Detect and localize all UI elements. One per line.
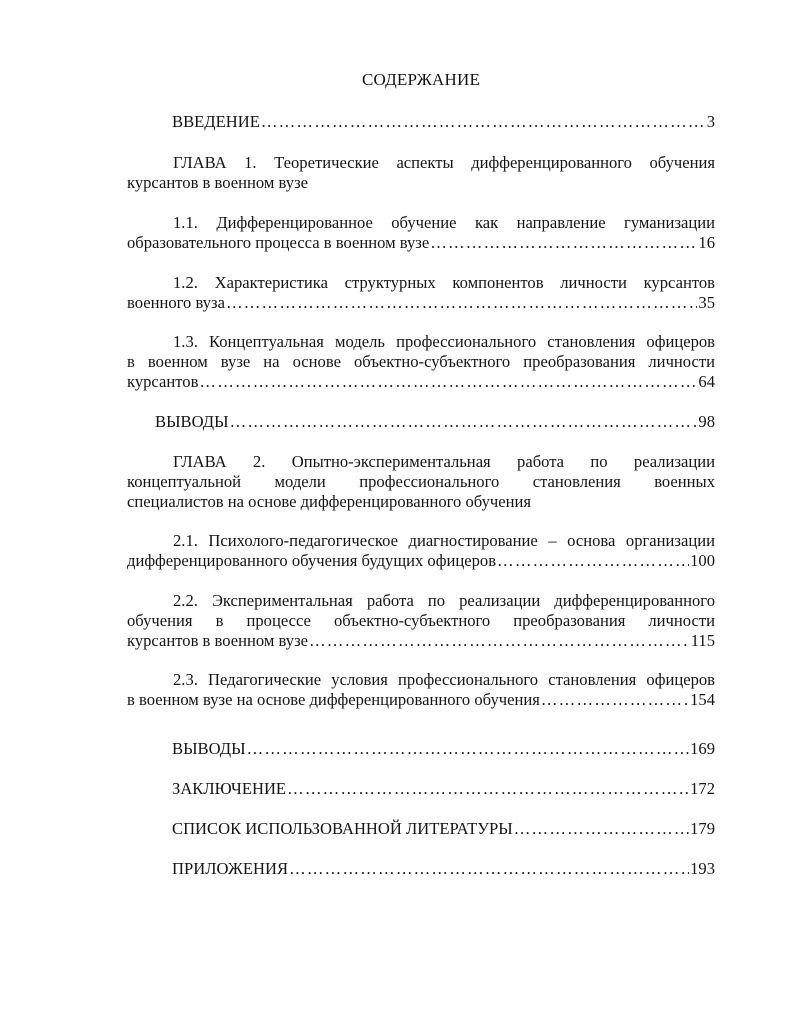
dot-leader <box>261 112 706 132</box>
dot-leader <box>199 372 697 392</box>
toc-entry-2-1 <box>127 531 715 571</box>
dot-leader <box>230 412 698 432</box>
page-number: 35 <box>698 293 715 312</box>
entry-label: ПРИЛОЖЕНИЯ <box>172 859 289 878</box>
dot-leader <box>287 779 689 799</box>
toc-entry-2-3 <box>127 670 715 710</box>
toc-title: СОДЕРЖАНИЕ <box>361 70 481 89</box>
toc-entry-chapter-2 <box>127 452 715 512</box>
entry-line: 1.2. Характеристика структурных компонентов личности курсантов <box>173 273 715 292</box>
toc-entry-appendices <box>172 859 715 879</box>
entry-line: 2.2. Экспериментальная работа по реализации дифференцированного <box>173 591 715 610</box>
toc-entry-1-3 <box>127 332 715 392</box>
entry-label: в военном вузе на основе дифференцированного обучения <box>127 690 540 709</box>
entry-label: курсантов <box>127 372 199 391</box>
toc-entry-1-1 <box>127 213 715 253</box>
toc-entry-conclusions-1 <box>155 412 715 432</box>
entry-label: образовательного процесса в военном вузе <box>127 233 430 252</box>
page-number: 169 <box>690 739 715 758</box>
entry-label: ВЫВОДЫ <box>172 739 246 758</box>
page-number: 179 <box>690 819 715 838</box>
entry-label: ВЫВОДЫ <box>155 412 229 431</box>
entry-label: дифференцированного обучения будущих офицеров <box>127 551 497 570</box>
toc-entry-conclusions-2 <box>172 739 715 759</box>
page-number: 154 <box>690 690 715 709</box>
entry-line: в военном вузе на основе объектно-субъектного преобразования личности <box>127 352 715 371</box>
entry-line: ГЛАВА 2. Опытно-экспериментальная работа по реализации <box>173 452 715 471</box>
toc-entry-2-2 <box>127 591 715 651</box>
entry-label: военного вуза <box>127 293 225 312</box>
toc-entry-intro <box>172 112 715 132</box>
entry-label: СПИСОК ИСПОЛЬЗОВАННОЙ ЛИТЕРАТУРЫ <box>172 819 513 838</box>
entry-label: ЗАКЛЮЧЕНИЕ <box>172 779 287 798</box>
page-number: 98 <box>698 412 715 431</box>
page-number: 16 <box>698 233 715 252</box>
page-number: 172 <box>690 779 715 798</box>
dot-leader <box>514 819 689 839</box>
page-number: 100 <box>690 551 715 570</box>
dot-leader <box>430 233 697 253</box>
page-number: 193 <box>690 859 715 878</box>
entry-line: 1.3. Концептуальная модель профессионального становления офицеров <box>173 332 715 351</box>
dot-leader <box>289 859 689 879</box>
dot-leader <box>497 551 689 571</box>
toc-entry-conclusion <box>172 779 715 799</box>
dot-leader <box>541 690 689 710</box>
entry-line: обучения в процессе объектно-субъектного преобразования личности <box>127 611 715 630</box>
dot-leader <box>309 631 690 651</box>
entry-label: курсантов в военном вузе <box>127 631 308 650</box>
page-number: 3 <box>706 112 715 131</box>
entry-line: курсантов в военном вузе <box>127 173 308 192</box>
entry-line: специалистов на основе дифференцированного обучения <box>127 492 531 511</box>
toc-entry-references <box>172 819 715 839</box>
entry-line: ГЛАВА 1. Теоретические аспекты дифференцированного обучения <box>173 153 715 172</box>
entry-line: концептуальной модели профессионального становления военных <box>127 472 715 491</box>
dot-leader <box>226 293 697 313</box>
toc-entry-1-2 <box>127 273 715 313</box>
page-number: 64 <box>698 372 715 391</box>
entry-line: 1.1. Дифференцированное обучение как направление гуманизации <box>173 213 715 232</box>
dot-leader <box>247 739 690 759</box>
entry-line: 2.1. Психолого-педагогическое диагностирование – основа организации <box>173 531 715 550</box>
page-number: 115 <box>690 631 715 650</box>
entry-line: 2.3. Педагогические условия профессионального становления офицеров <box>173 670 715 689</box>
toc-entry-chapter-1 <box>127 153 715 193</box>
entry-label: ВВЕДЕНИЕ <box>172 112 260 131</box>
